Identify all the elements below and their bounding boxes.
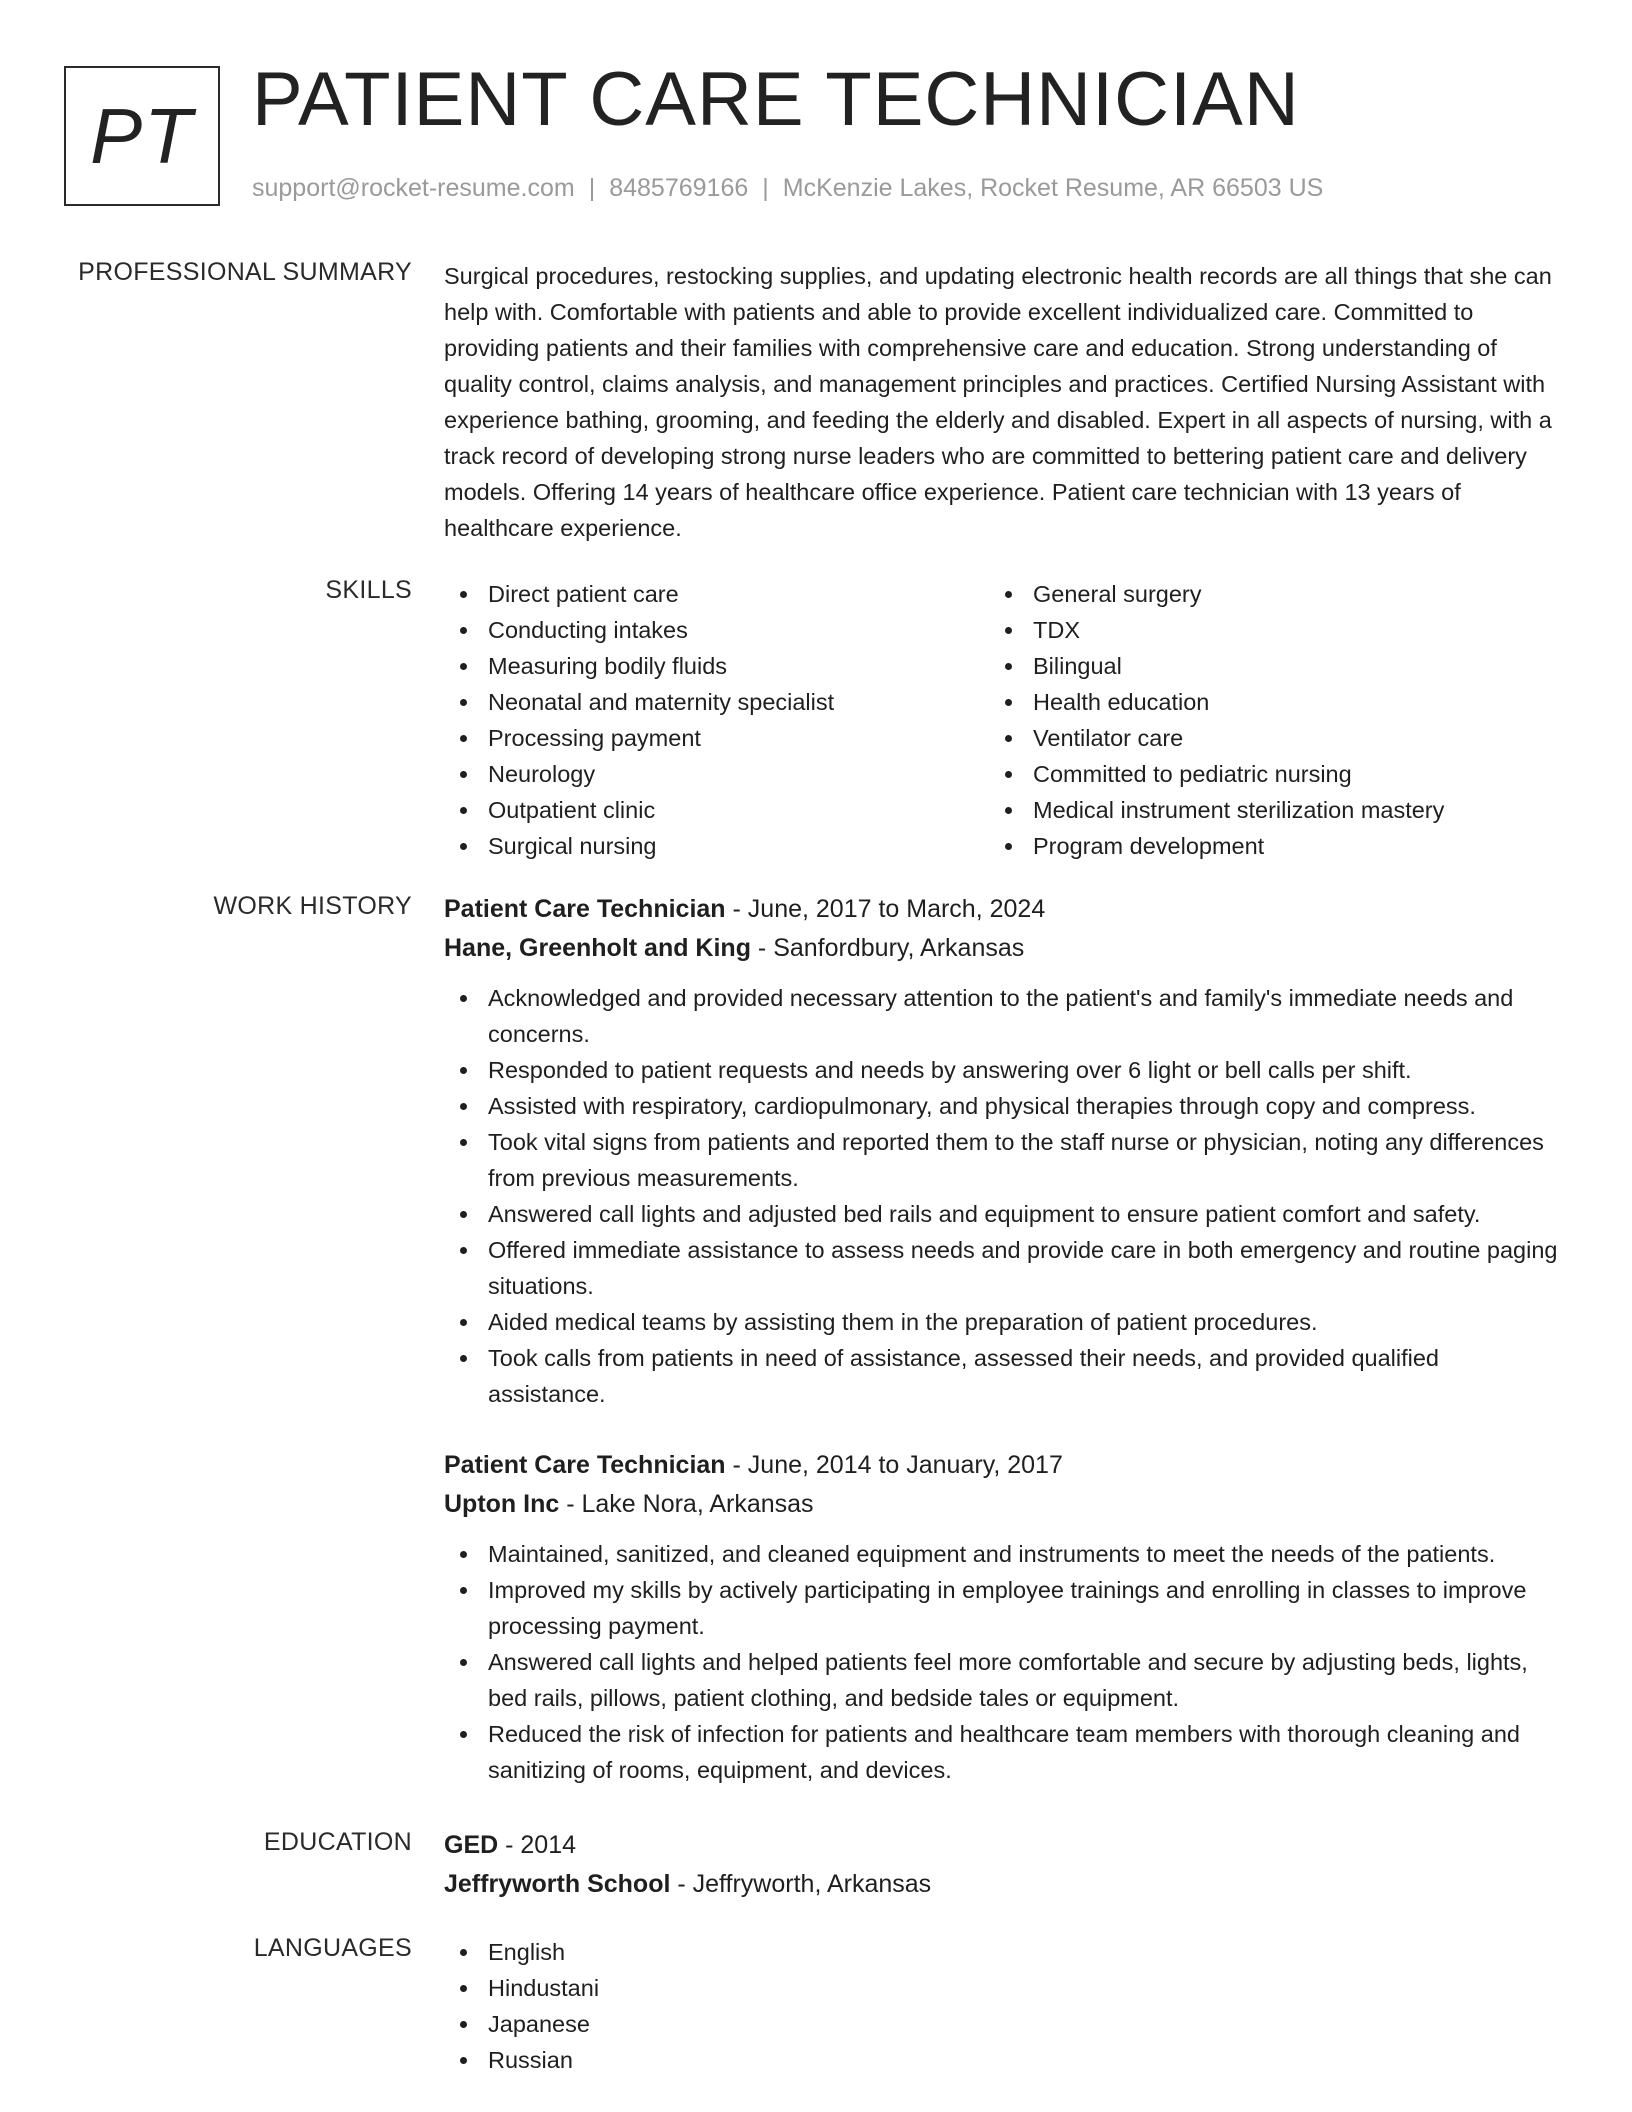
skill-item: Surgical nursing [444, 828, 989, 864]
contact-email: support@rocket-resume.com [252, 174, 575, 202]
education-location: - Jeffryworth, Arkansas [670, 1870, 932, 1898]
education-year: - 2014 [498, 1831, 577, 1859]
contact-address: McKenzie Lakes, Rocket Resume, AR 66503 US [782, 174, 1324, 202]
skill-item: Program development [989, 828, 1534, 864]
job-bullet: Reduced the risk of infection for patients and healthcare team members with thorough cleaning and sanitizing of rooms, equipment, and devices. [444, 1716, 1560, 1788]
skill-item: General surgery [989, 576, 1534, 612]
section-label-summary: PROFESSIONAL SUMMARY [78, 258, 412, 286]
job-company: Upton Inc [444, 1490, 560, 1518]
language-item: Japanese [444, 2006, 1560, 2042]
job-bullet: Improved my skills by actively participating in employee trainings and enrolling in classes to improve processing payment. [444, 1572, 1560, 1644]
job-bullet: Assisted with respiratory, cardiopulmonary, and physical therapies through copy and compress. [444, 1088, 1560, 1124]
languages-section [444, 1934, 1560, 2078]
education-school: Jeffryworth School [444, 1870, 671, 1898]
resume-title: PATIENT CARE TECHNICIAN [252, 57, 1300, 142]
job-dates: - June, 2014 to January, 2017 [725, 1451, 1063, 1479]
skill-item: Processing payment [444, 720, 989, 756]
language-item: English [444, 1934, 1560, 1970]
job-location: - Lake Nora, Arkansas [559, 1490, 814, 1518]
skills-columns [444, 576, 1560, 864]
job-bullet: Acknowledged and provided necessary attention to the patient's and family's immediate needs and concerns. [444, 980, 1560, 1052]
job-title: Patient Care Technician [444, 1451, 726, 1479]
skill-item: Direct patient care [444, 576, 989, 612]
skill-item: Medical instrument sterilization mastery [989, 792, 1534, 828]
skill-item: Conducting intakes [444, 612, 989, 648]
job-bullet: Answered call lights and adjusted bed rails and equipment to ensure patient comfort and safety. [444, 1196, 1560, 1232]
skill-item: Bilingual [989, 648, 1534, 684]
job-bullet: Aided medical teams by assisting them in the preparation of patient procedures. [444, 1304, 1560, 1340]
contact-line [252, 174, 1323, 203]
section-label-skills: SKILLS [325, 576, 412, 604]
job-bullet: Maintained, sanitized, and cleaned equipment and instruments to meet the needs of the patients. [444, 1536, 1560, 1572]
job-location: - Sanfordbury, Arkansas [750, 934, 1025, 962]
job-bullet: Took calls from patients in need of assistance, assessed their needs, and provided qualified assistance. [444, 1340, 1560, 1412]
job-dates: - June, 2017 to March, 2024 [725, 895, 1046, 923]
job-entry [444, 890, 1560, 1412]
skill-item: TDX [989, 612, 1534, 648]
skill-item: Neonatal and maternity specialist [444, 684, 989, 720]
job-title: Patient Care Technician [444, 895, 726, 923]
skills-section [444, 576, 1560, 864]
language-item: Russian [444, 2042, 1560, 2078]
job-bullet: Responded to patient requests and needs by answering over 6 light or bell calls per shift. [444, 1052, 1560, 1088]
job-company: Hane, Greenholt and King [444, 934, 751, 962]
monogram-box [64, 66, 220, 206]
job-company-line [444, 929, 1560, 968]
job-entry [444, 1446, 1560, 1788]
skill-item: Ventilator care [989, 720, 1534, 756]
skills-list-right [989, 576, 1534, 864]
summary-text: Surgical procedures, restocking supplies, and updating electronic health records are all things that she can help with. Comfortable with patients and able to provide excellent individualized care. Committed to providing patients and their families with comprehensive care and education. Strong understanding of quality control, claims analysis, and management principles and practices. Certified Nursing Assistant with experience bathing, grooming, and feeding the elderly and disabled. Expert in all aspects of nursing, with a track record of developing strong nurse leaders who are committed to bettering patient care and delivery models. Offering 14 years of healthcare office experience. Patient care technician with 13 years of healthcare experience. [444, 263, 1552, 541]
contact-separator: | [588, 174, 596, 202]
skills-list-left [444, 576, 989, 864]
education-school-line [444, 1865, 1560, 1904]
section-label-work-history: WORK HISTORY [213, 892, 412, 920]
section-label-languages: LANGUAGES [253, 1934, 412, 1962]
job-bullet: Answered call lights and helped patients feel more comfortable and secure by adjusting beds, lights, bed rails, pillows, patient clothing, and bedside tales or equipment. [444, 1644, 1560, 1716]
contact-separator: | [762, 174, 769, 202]
education-section [444, 1826, 1560, 1904]
skill-item: Committed to pediatric nursing [989, 756, 1534, 792]
monogram-initials: PT [90, 91, 194, 180]
job-title-line [444, 1446, 1560, 1485]
contact-phone: 8485769166 [609, 174, 749, 202]
skill-item: Health education [989, 684, 1534, 720]
education-degree-line [444, 1826, 1560, 1865]
job-title-line [444, 890, 1560, 929]
languages-list [444, 1934, 1560, 2078]
summary-section [444, 258, 1560, 546]
education-degree: GED [444, 1831, 499, 1859]
job-bullet-list [444, 1536, 1560, 1788]
section-label-education: EDUCATION [263, 1828, 412, 1856]
language-item: Hindustani [444, 1970, 1560, 2006]
job-bullet-list [444, 980, 1560, 1412]
skill-item: Outpatient clinic [444, 792, 989, 828]
job-bullet: Took vital signs from patients and reported them to the staff nurse or physician, noting any differences from previous measurements. [444, 1124, 1560, 1196]
job-bullet: Offered immediate assistance to assess needs and provide care in both emergency and routine paging situations. [444, 1232, 1560, 1304]
skill-item: Neurology [444, 756, 989, 792]
skill-item: Measuring bodily fluids [444, 648, 989, 684]
job-company-line [444, 1485, 1560, 1524]
